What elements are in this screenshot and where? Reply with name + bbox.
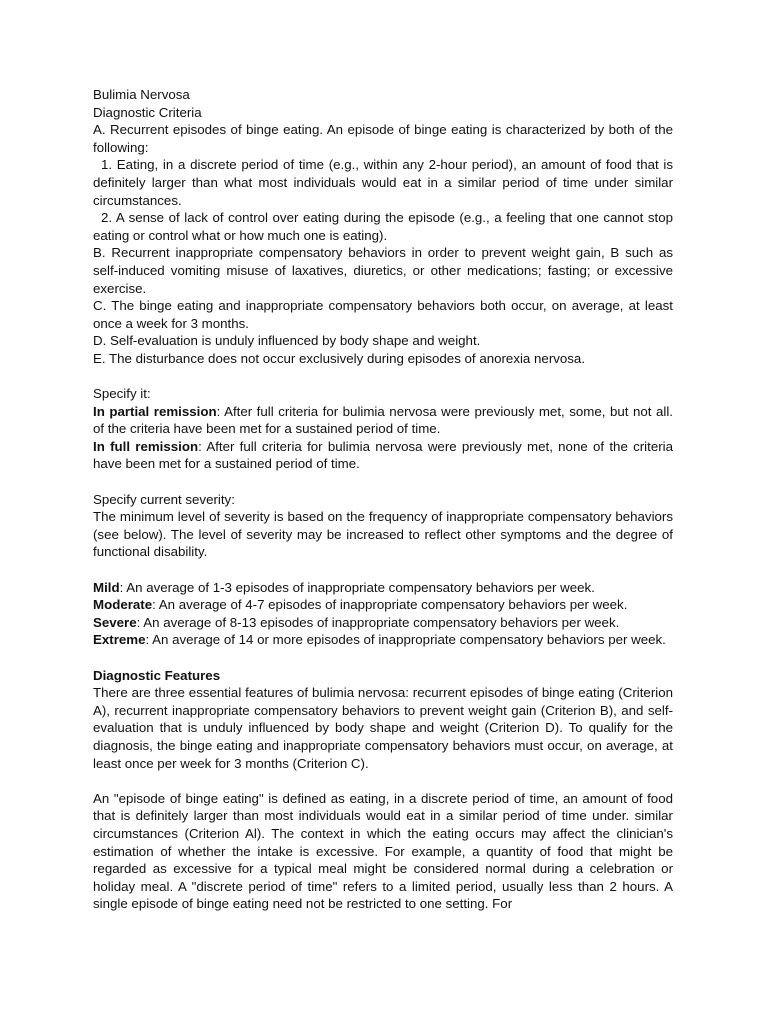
paragraph-gap (93, 473, 673, 491)
severity-text: : An average of 4-7 episodes of inappropriate compensatory behaviors per week. (152, 597, 628, 613)
severity-label: Extreme (93, 632, 146, 648)
partial-remission-text: : After full criteria for bulimia nervosa were previously met, some, but not all. of the criteria have been met for a sustained period of time. (93, 403, 673, 437)
severity-text: : An average of 8-13 episodes of inappropriate compensatory behaviors per week. (136, 614, 620, 630)
document-subtitle: Diagnostic Criteria (93, 104, 202, 120)
severity-label: Severe (93, 614, 137, 630)
features-heading-text: Diagnostic Features (93, 667, 221, 683)
severity-text: : An average of 14 or more episodes of inappropriate compensatory behaviors per week. (145, 632, 666, 648)
severity-intro: The minimum level of severity is based on the frequency of inappropriate compensatory behaviors (see below). The level of severity may be increased to reflect other symptoms and the degree of functional disability. (93, 509, 673, 560)
criterion-b: B. Recurrent inappropriate compensatory behaviors in order to prevent weight gain, B such as self-induced vomiting misuse of laxatives, diuretics, or other medications; fasting; or excessive exercise. (93, 245, 673, 296)
full-remission (93, 438, 673, 473)
severity-moderate (93, 596, 673, 614)
partial-remission (93, 403, 673, 438)
features-paragraph-2: An "episode of binge eating" is defined as eating, in a discrete period of time, an amount of food that is definitely larger than most individuals would eat in a similar period of time under. similar circumstances (Criterion Al). The context in which the eating occurs may affect the clinician's estimation of whether the intake is excessive. For example, a quantity of food that might be regarded as excessive for a typical meal might be considered normal during a celebration or holiday meal. A "discrete period of time" refers to a limited period, usually less than 2 hours. A single episode of binge eating need not be restricted to one setting. For (93, 790, 673, 912)
features-paragraph-1: There are three essential features of bulimia nervosa: recurrent episodes of binge eating (Criterion A), recurrent inappropriate compensatory behaviors to prevent weight gain (Criterion B), and self-evaluation that is unduly influenced by body shape and weight (Criterion D). To qualify for the diagnosis, the binge eating and inappropriate compensatory behaviors must occur, on average, at least once per week for 3 months (Criterion C). (93, 685, 673, 771)
paragraph-gap (93, 368, 673, 386)
criterion-a2: 2. A sense of lack of control over eating during the episode (e.g., a feeling that one cannot stop eating or control what or how much one is eating). (93, 210, 673, 243)
document-title: Bulimia Nervosa (93, 87, 190, 102)
full-remission-label: In full remission (93, 438, 199, 454)
criterion-a: A. Recurrent episodes of binge eating. An episode of binge eating is characterized by both of the following: (93, 122, 673, 155)
paragraph-gap (93, 561, 673, 579)
paragraph-gap (93, 649, 673, 667)
criterion-c: C. The binge eating and inappropriate compensatory behaviors both occur, on average, at least once a week for 3 months. (93, 298, 673, 331)
severity-severe (93, 614, 673, 632)
severity-extreme (93, 631, 673, 649)
severity-label: Moderate (93, 597, 153, 613)
partial-remission-label: In partial remission (93, 403, 217, 419)
criterion-a1: 1. Eating, in a discrete period of time (e.g., within any 2-hour period), an amount of food that is definitely larger than what most individuals would eat in a similar period of time under similar circumstances. (93, 157, 673, 208)
severity-label: Mild (93, 579, 120, 595)
full-remission-text: : After full criteria for bulimia nervosa were previously met, none of the criteria have been met for a sustained period of time. (93, 438, 673, 472)
paragraph-gap (93, 772, 673, 790)
features-heading (93, 667, 673, 685)
severity-heading: Specify current severity: (93, 491, 235, 507)
severity-mild (93, 579, 673, 597)
document-page (93, 86, 673, 913)
criterion-d: D. Self-evaluation is unduly influenced by body shape and weight. (93, 333, 481, 349)
severity-text: : An average of 1-3 episodes of inappropriate compensatory behaviors per week. (119, 579, 595, 595)
criterion-e: E. The disturbance does not occur exclusively during episodes of anorexia nervosa. (93, 350, 586, 366)
specify-heading: Specify it: (93, 386, 151, 402)
